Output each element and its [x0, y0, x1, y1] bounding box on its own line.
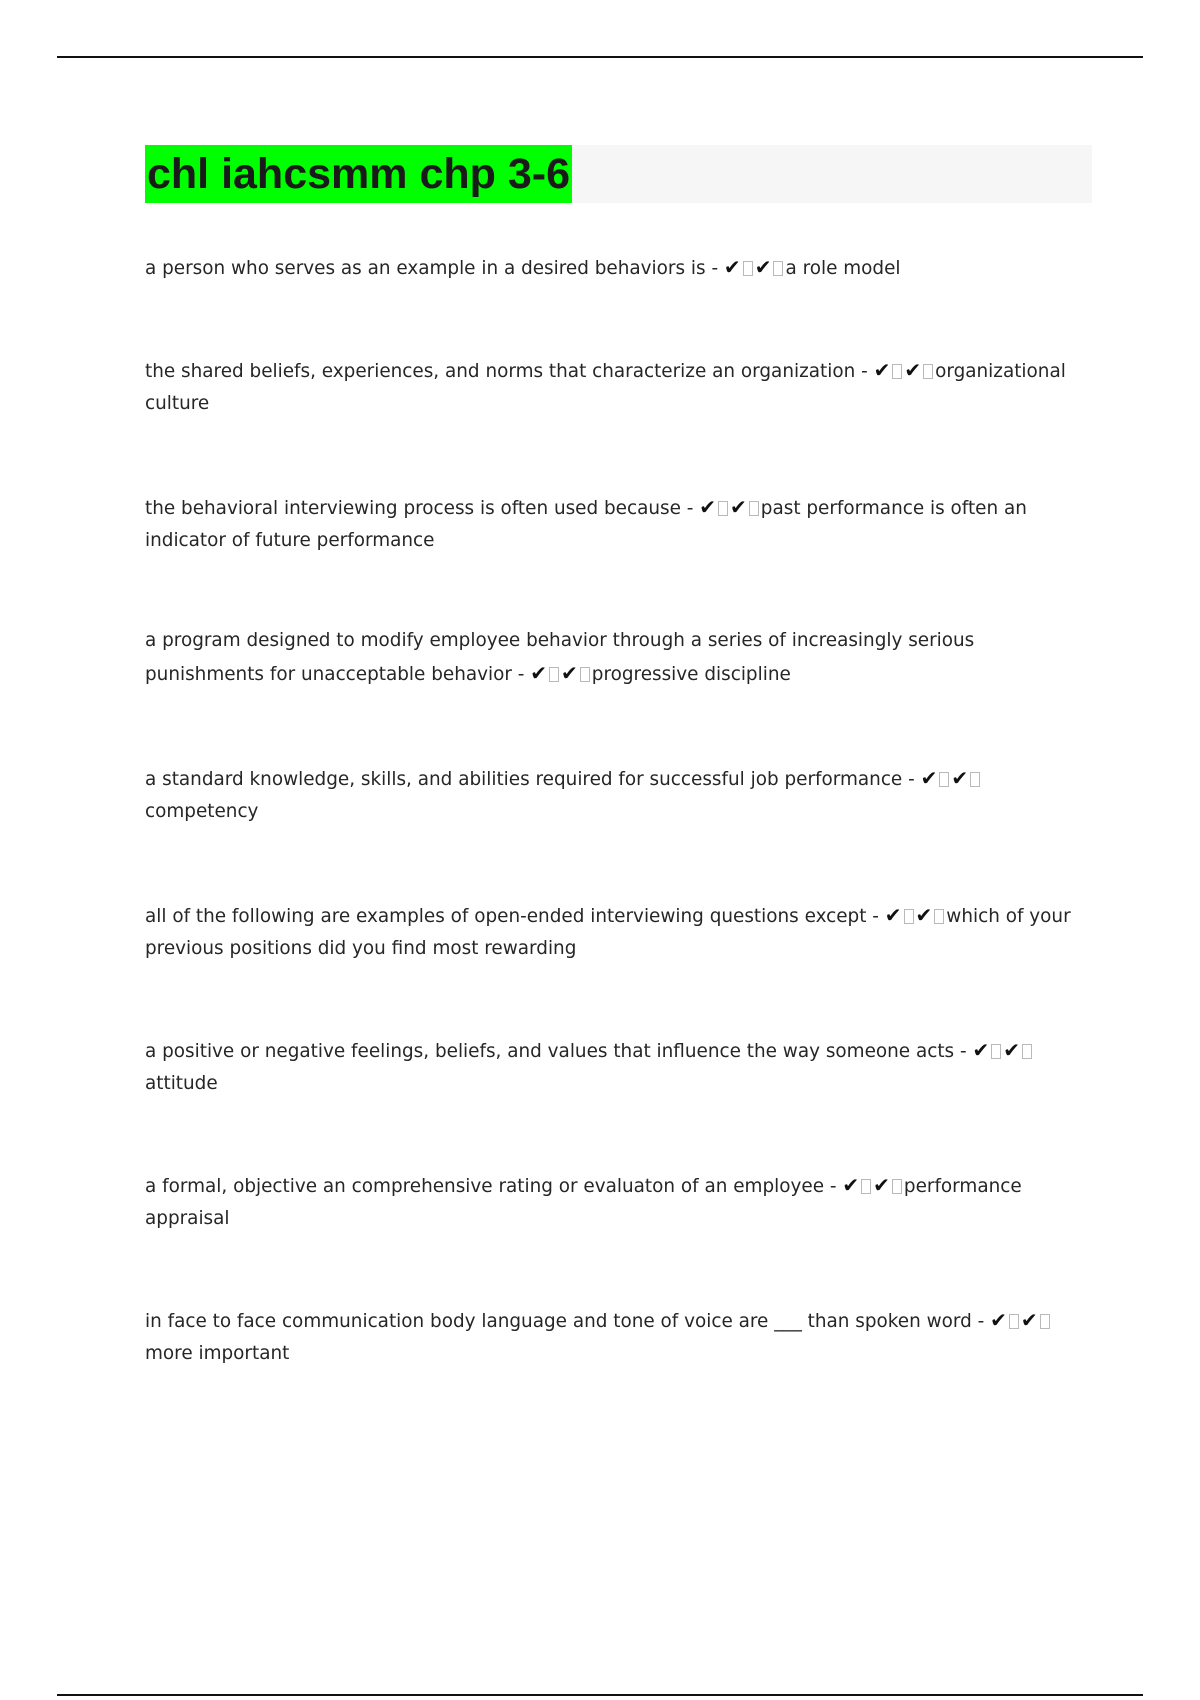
qa-item-7	[145, 1034, 1085, 1100]
check-icon: ✔	[904, 358, 922, 382]
missing-glyph-icon	[892, 364, 902, 379]
title-band	[145, 145, 1092, 203]
check-icon: ✔	[723, 255, 741, 279]
missing-glyph-icon	[970, 772, 980, 787]
answer-text: which of your previous positions did you find most rewarding	[145, 906, 1071, 959]
check-icon: ✔	[699, 495, 717, 519]
missing-glyph-icon	[923, 364, 933, 379]
qa-item-2	[145, 354, 1085, 420]
missing-glyph-icon	[580, 667, 590, 682]
bottom-rule	[57, 1694, 1143, 1696]
check-icon: ✔	[915, 903, 933, 927]
missing-glyph-icon	[718, 501, 728, 516]
check-icon: ✔	[842, 1173, 860, 1197]
answer-text: past performance is often an indicator of future performance	[145, 498, 1027, 551]
question-text: a program designed to modify employee behavior through a series of increasingly serious punishments for unacceptable behavior	[145, 630, 975, 685]
check-icon: ✔	[1003, 1038, 1021, 1062]
missing-glyph-icon	[549, 667, 559, 682]
check-icon: ✔	[730, 495, 747, 519]
separator: -	[511, 664, 531, 685]
check-icon: ✔	[972, 1038, 990, 1062]
separator: -	[902, 769, 921, 790]
missing-glyph-icon	[1022, 1044, 1032, 1059]
separator: -	[855, 361, 874, 382]
check-icon: ✔	[873, 358, 891, 382]
answer-text: attitude	[145, 1073, 218, 1094]
separator: -	[971, 1311, 991, 1332]
separator: -	[680, 498, 700, 519]
check-icon: ✔	[990, 1308, 1007, 1332]
question-text: a positive or negative feelings, beliefs, and values that influence the way someone acts	[145, 1041, 955, 1062]
check-icon: ✔	[754, 255, 772, 279]
qa-item-9	[145, 1304, 1085, 1370]
missing-glyph-icon	[991, 1044, 1001, 1059]
answer-text: more important	[145, 1343, 290, 1364]
question-text: a person who serves as an example in a desired behaviors is	[145, 258, 706, 279]
document-title: chl iahcsmm chp 3-6	[145, 145, 572, 203]
answer-text: organizational culture	[145, 361, 1066, 414]
answer-text: performance appraisal	[145, 1176, 1022, 1229]
missing-glyph-icon	[861, 1179, 871, 1194]
qa-item-3	[145, 491, 1085, 557]
question-text: in face to face communication body language and tone of voice are ___ than spoken word	[145, 1311, 972, 1332]
answer-text: competency	[145, 801, 259, 822]
question-text: the shared beliefs, experiences, and norms that characterize an organization	[145, 361, 856, 382]
missing-glyph-icon	[773, 261, 783, 276]
missing-glyph-icon	[892, 1179, 902, 1194]
missing-glyph-icon	[904, 909, 914, 924]
question-text: the behavioral interviewing process is often used because	[145, 498, 681, 519]
check-icon: ✔	[884, 903, 902, 927]
separator: -	[705, 258, 724, 279]
qa-item-8	[145, 1169, 1085, 1235]
question-text: a formal, objective an comprehensive rating or evaluaton of an employee	[145, 1176, 825, 1197]
top-rule	[57, 56, 1143, 58]
missing-glyph-icon	[1040, 1314, 1050, 1329]
separator: -	[954, 1041, 973, 1062]
missing-glyph-icon	[1009, 1314, 1019, 1329]
question-text: all of the following are examples of open-ended interviewing questions except	[145, 906, 867, 927]
check-icon: ✔	[530, 661, 548, 685]
check-icon: ✔	[561, 661, 578, 685]
check-icon: ✔	[1020, 1308, 1038, 1332]
answer-text: a role model	[785, 258, 901, 279]
missing-glyph-icon	[749, 501, 759, 516]
missing-glyph-icon	[939, 772, 949, 787]
check-icon: ✔	[873, 1173, 890, 1197]
qa-item-5	[145, 762, 1085, 828]
qa-item-1	[145, 251, 1085, 285]
check-icon: ✔	[920, 766, 938, 790]
separator: -	[824, 1176, 843, 1197]
missing-glyph-icon	[743, 261, 753, 276]
answer-text: progressive discipline	[591, 664, 791, 685]
qa-item-4	[145, 625, 1085, 691]
check-icon: ✔	[951, 766, 969, 790]
question-text: a standard knowledge, skills, and abilities required for successful job performance	[145, 769, 903, 790]
qa-item-6	[145, 899, 1085, 965]
separator: -	[866, 906, 885, 927]
missing-glyph-icon	[934, 909, 944, 924]
